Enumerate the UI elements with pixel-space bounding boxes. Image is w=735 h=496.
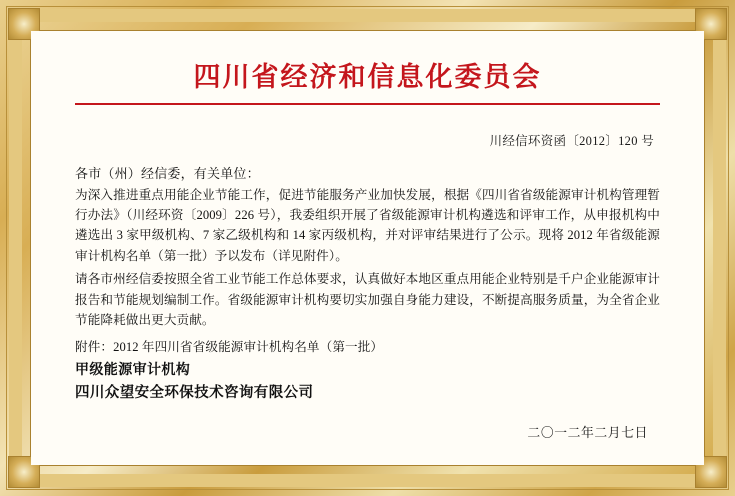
document-date: 二〇一二年二月七日 (527, 426, 648, 441)
document-paper (31, 31, 704, 465)
attachment-line: 附件：2012 年四川省省级能源审计机构名单（第一批） (75, 340, 384, 355)
body-paragraph-2: 请各市州经信委按照全省工业节能工作总体要求，认真做好本地区重点用能企业特别是千户企业能源审计报告和节能规划编制工作。省级能源审计机构要切实加强自身能力建设，不断提高服务质量，为全省企业节能降耗做出更大贡献。 (75, 272, 660, 328)
grade-heading: 甲级能源审计机构 (75, 363, 191, 379)
document-number: 川经信环资函〔2012〕120 号 (489, 133, 654, 148)
page-title: 四川省经济和信息化委员会 (193, 62, 542, 92)
body-paragraph-1: 为深入推进重点用能企业节能工作，促进节能服务产业加快发展，根据《四川省省级能源审计机构管理暂行办法》（川经环资〔2009〕226 号），我委组织开展了省级能源审计机构遴选和评审工作，从申报机构中遴选出 3 家甲级机构、7 家乙级机构和 14 家丙级机构，并对评审结果进行了公示。现将 2012 年省级能源审计机构名单（第一批）予以发布（详见附件）。 (75, 187, 660, 263)
salutation: 各市（州）经信委，有关单位： (75, 165, 260, 181)
document-body (31, 31, 704, 465)
title-divider (75, 103, 660, 105)
organization-name: 四川众望安全环保技术咨询有限公司 (75, 385, 314, 402)
